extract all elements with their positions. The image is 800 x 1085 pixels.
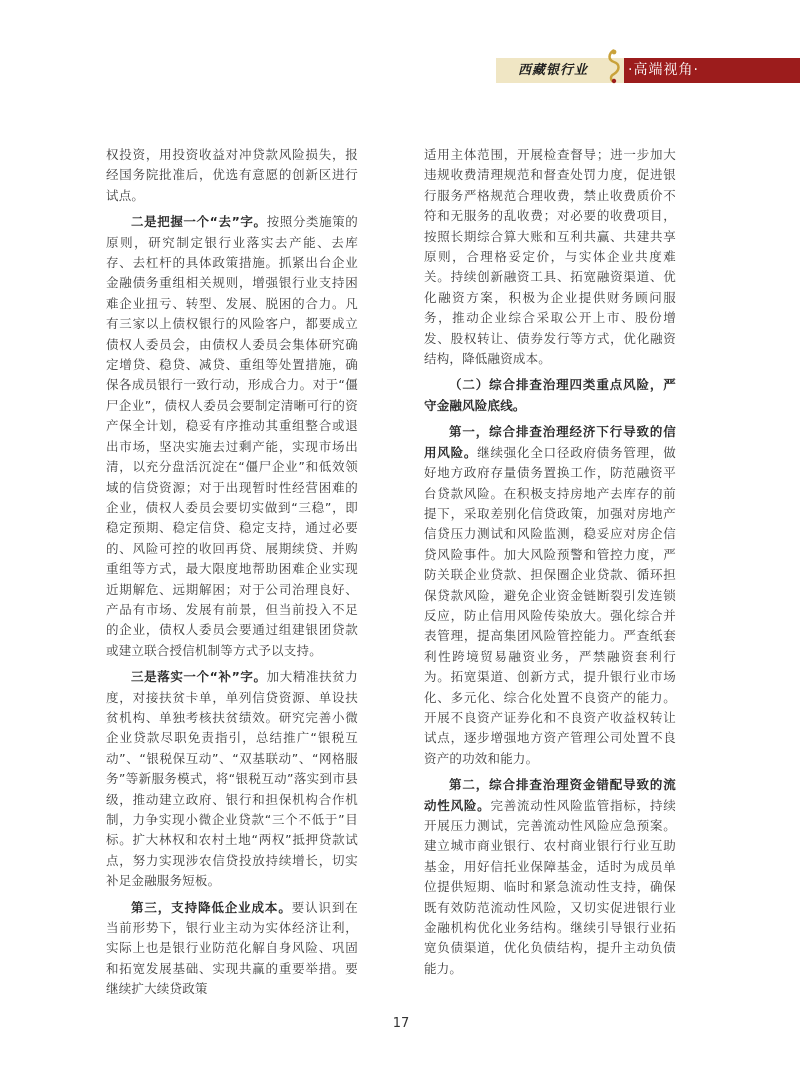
paragraph: 二是把握一个“去”字。按照分类施策的原则，研究制定银行业落实去产能、去库存、去杠杆的具体政策措施。抓紧出台企业金融债务重组相关规则，增强银行业支持困难企业扭亏、转型、发展、脱困的合力。凡有三家以上债权银行的风险客户，都要成立债权人委员会，由债权人委员会集体研究确定增贷、稳贷、减贷、重组等处置措施，确保各成员银行一致行动，形成合力。对于“僵尸企业”，债权人委员会要制定清晰可行的资产保全计划，稳妥有序推动其重组整合或退出市场，坚决实施去过剩产能，实现市场出清，以充分盘活沉淀在“僵尸企业”和低效领域的信贷资源；对于出现暂时性经营困难的企业，债权人委员会要切实做到“三稳”，即稳定预期、稳定信贷、稳定支持，通过必要的、风险可控的收回再贷、展期续贷、并购重组等方式，最大限度地帮助困难企业实现近期解危、远期解困；对于公司治理良好、产品有市场、发展有前景，但当前投入不足的企业，债权人委员会要通过组建银团贷款或建立联合授信机制等方式予以支持。 [106, 214, 358, 658]
publication-name: 西藏银行业 [517, 63, 588, 78]
paragraph: 三是落实一个“补”字。加大精准扶贫力度，对接扶贫卡单，单列信贷资源、单设扶贫机构、单独考核扶贫绩效。研究完善小微企业贷款尽职免责指引，总结推广“银税互动”、“银税保互动”、“双基联动”、“网格服务”等新服务模式，将“银税互动”落实到市县级，推动建立政府、银行和担保机构合作机制，力争实现小微企业贷款“三个不低于”目标。扩大林权和农村土地“两权”抵押贷款试点，努力实现涉农信贷投放持续增长，切实补足金融服务短板。 [106, 669, 358, 889]
scroll-ornament-icon [604, 48, 624, 84]
paragraph-lead: 第三，支持降低企业成本。 [131, 899, 292, 915]
left-text-column [106, 145, 358, 1006]
paragraph: 适用主体范围，开展检查督导；进一步加大违规收费清理规范和督查处罚力度，促进银行服务严格规范合理收费，禁止收费质价不符和无服务的乱收费；对必要的收费项目，按照长期综合算大账和互利共赢、共建共享原则，合理格妥定价，与实体企业共度难关。持续创新融资工具、拓宽融资渠道、优化融资方案，积极为企业提供财务顾问服务，推动企业综合采取公开上市、股份增发、股权转让、债券发行等方式，优化融资结构，降低融资成本。 [424, 147, 676, 367]
subsection-heading: （二）综合排查治理四类重点风险，严守金融风险底线。 [424, 377, 676, 413]
paragraph: 第二，综合排查治理资金错配导致的流动性风险。完善流动性风险监管指标，持续开展压力测试，完善流动性风险应急预案。建立城市商业银行、农村商业银行行业互助基金，用好信托业保障基金，适时为成员单位提供短期、临时和紧急流动性支持，确保既有效防范流动性风险，又切实促进银行业金融机构优化业务结构。继续引导银行业拓宽负债渠道，优化负债结构，提升主动负债能力。 [424, 777, 676, 976]
section-title: ·高端视角· [624, 58, 800, 83]
paragraph-lead: 三是落实一个“补”字。 [131, 669, 267, 685]
page-number: 17 [392, 1016, 410, 1031]
paragraph-lead: 第一，综合排查治理经济下行导致的信用风险。 [424, 424, 676, 460]
paragraph-lead: 第二，综合排查治理资金错配导致的流动性风险。 [424, 777, 676, 813]
paragraph: 权投资，用投资收益对冲贷款风险损失，报经国务院批准后，优选有意愿的创新区进行试点。 [106, 147, 358, 203]
right-text-column [424, 145, 676, 985]
paragraph-lead: 二是把握一个“去”字。 [131, 214, 267, 230]
paragraph: 第一，综合排查治理经济下行导致的信用风险。继续强化全口径政府债务管理，做好地方政府存量债务置换工作，防范融资平台贷款风险。在积极支持房地产去库存的前提下，采取差别化信贷政策，加强对房地产信贷压力测试和风险监测，稳妥应对房企信贷风险事件。加大风险预警和管控力度，严防关联企业贷款、担保圈企业贷款、循环担保贷款风险，避免企业资金链断裂引发连锁反应，防止信用风险传染放大。强化综合并表管理，提高集团风险管控能力。严查纸套利性跨境贸易融资业务，严禁融资套利行为。拓宽渠道、创新方式，提升银行业市场化、多元化、综合化处置不良资产的能力。开展不良资产证券化和不良资产收益权转让试点，逐步增强地方资产管理公司处置不良资产的功效和能力。 [424, 424, 676, 766]
paragraph: 第三，支持降低企业成本。要认识到在当前形势下，银行业主动为实体经济让利，实际上也是银行业防范化解自身风险、巩固和拓宽发展基础、实现共赢的重要举措。要继续扩大续贷政策 [106, 899, 358, 997]
